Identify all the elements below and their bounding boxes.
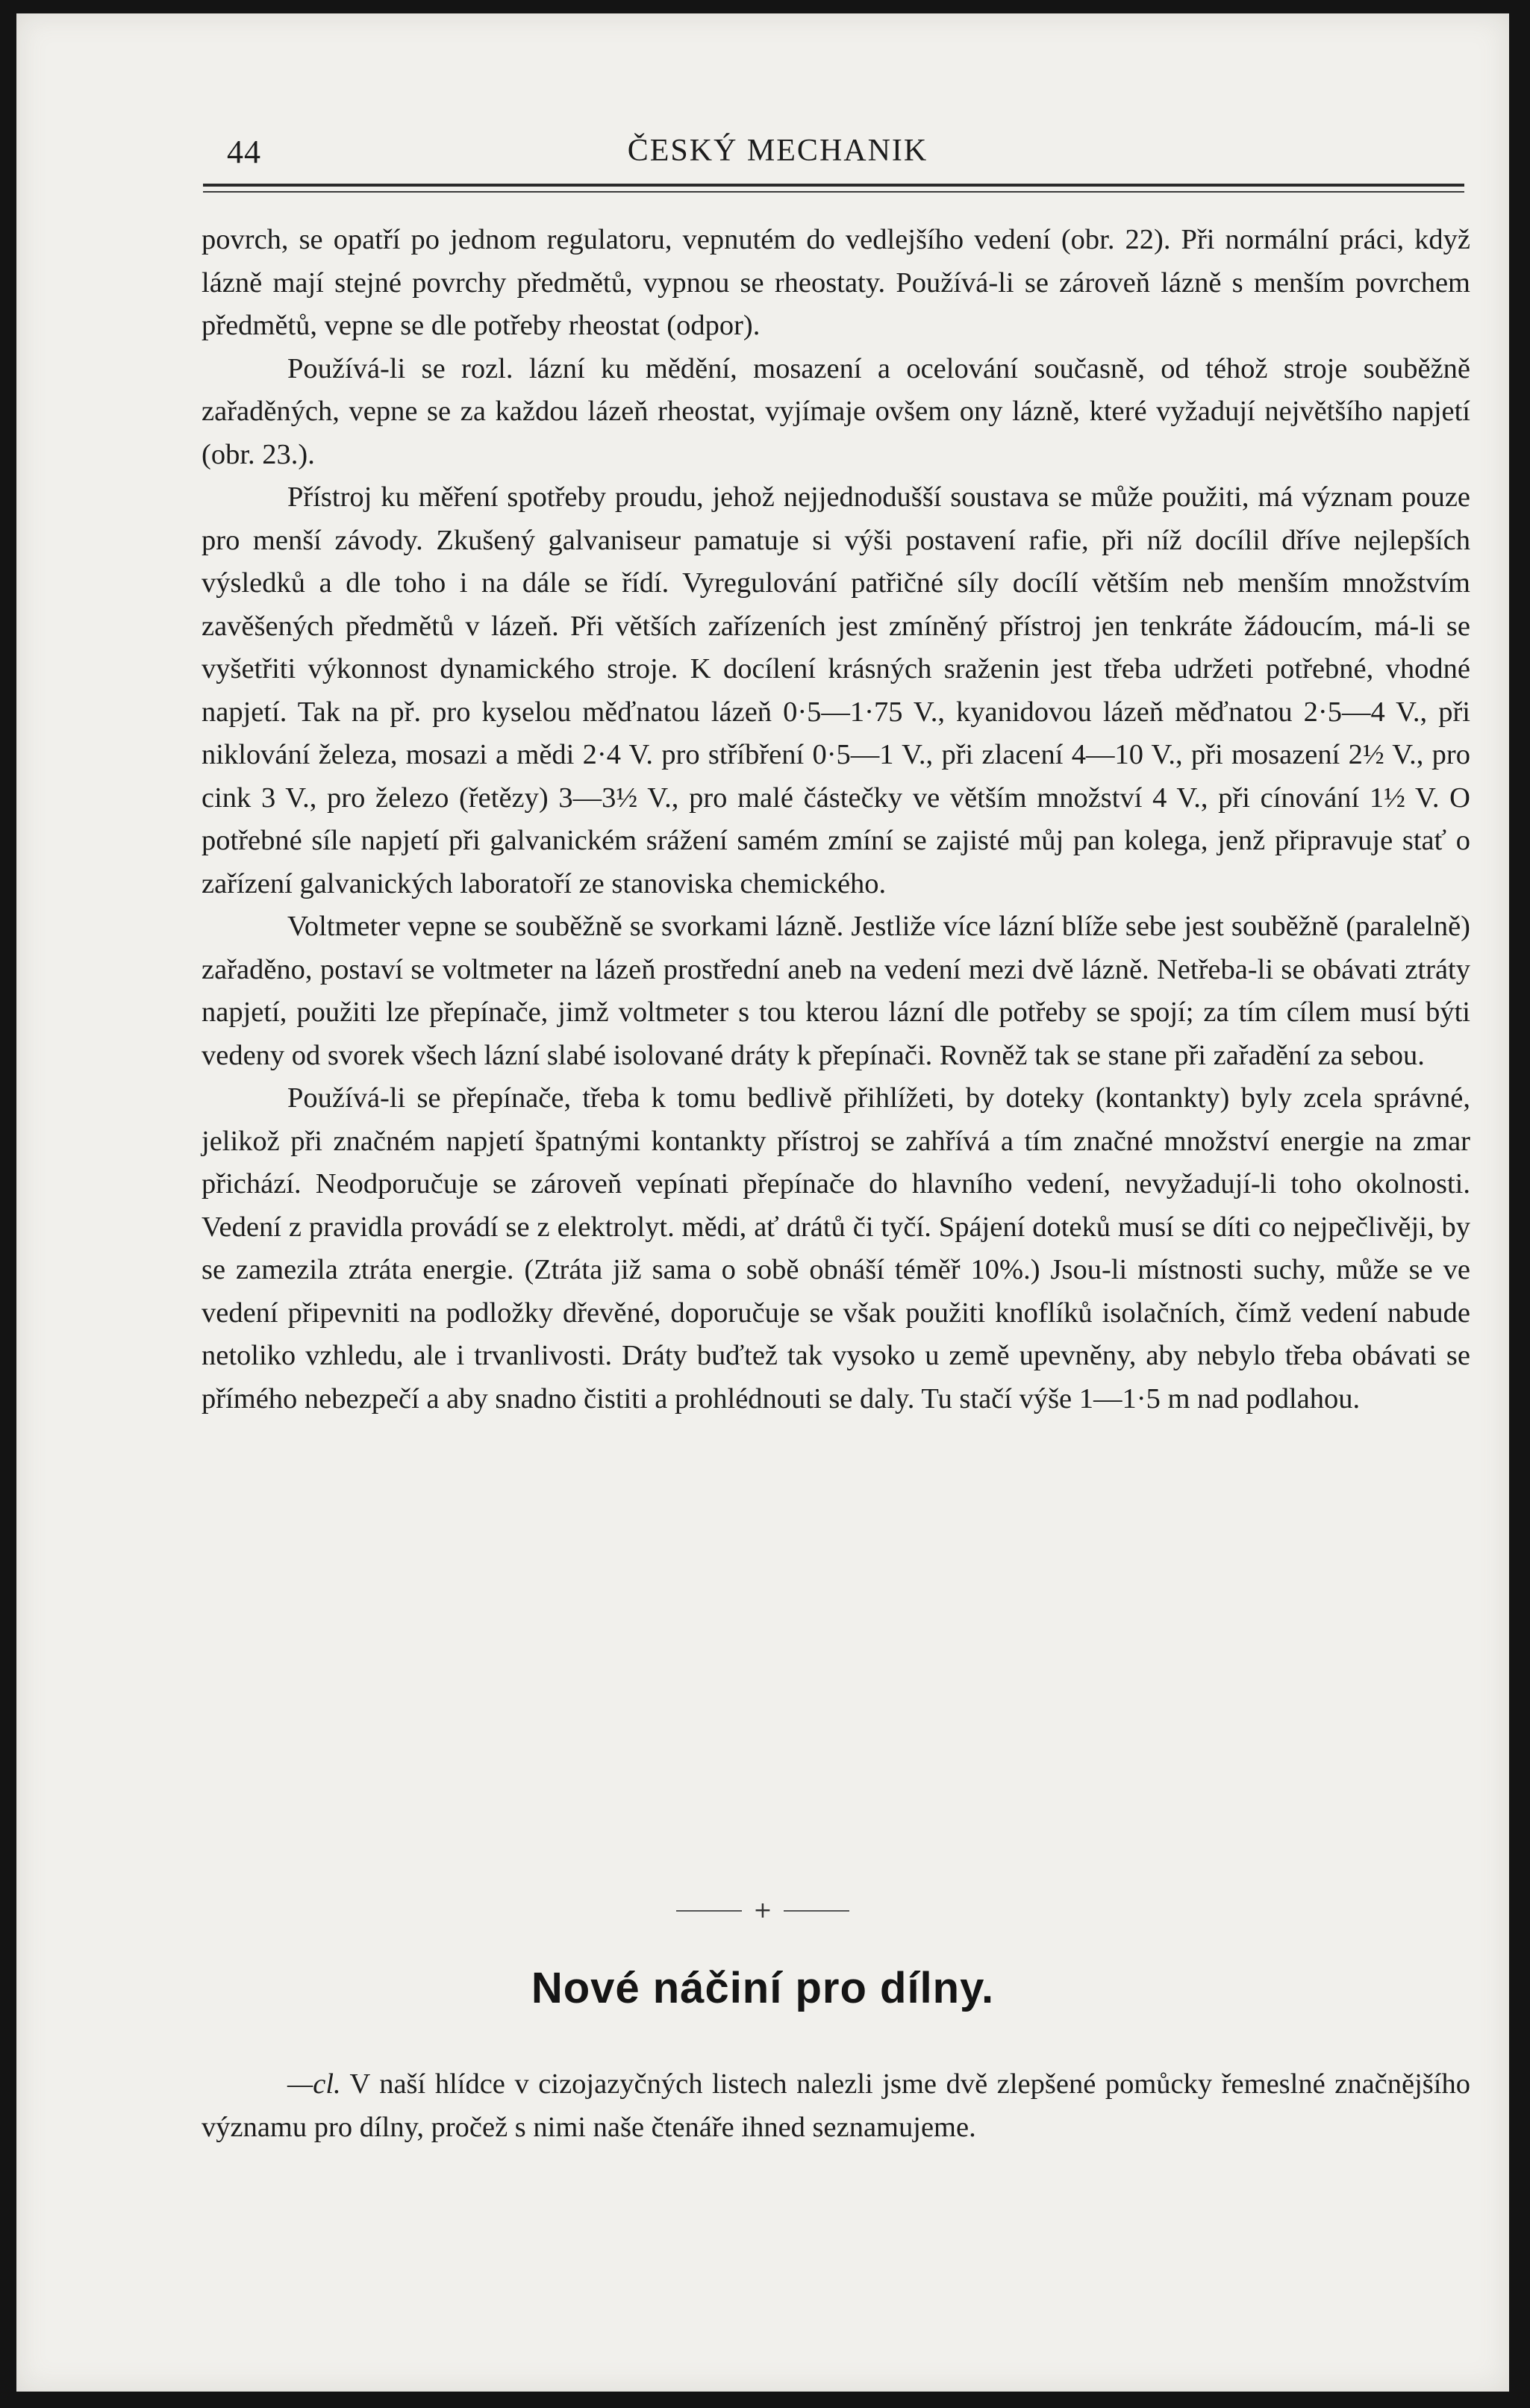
author-byline: —cl. (287, 2068, 341, 2100)
section-separator (16, 1897, 1509, 1924)
separator-line-left (676, 1910, 742, 1912)
paragraph: povrch, se opatří po jednom regulatoru, vepnutém do vedlejšího vedení (obr. 22). Při normální práci, když lázně mají stejné povrchy předmětů, vypnou se rheostaty. Používá-li se zároveň lázně s menším povrchem předmětů, vepne se dle potřeby rheostat (odpor). (202, 224, 1470, 341)
header-rule-thin (203, 191, 1464, 193)
running-title: ČESKÝ MECHANIK (627, 134, 928, 168)
section-paragraph-text: V naší hlídce v cizojazyčných listech nalezli jsme dvě zlepšené pomůcky řemeslné značnějšího významu pro dílny, pročež s nimi naše čtenáře ihned seznamujeme. (202, 2068, 1470, 2143)
paragraph: Přístroj ku měření spotřeby proudu, jehož nejjednodušší soustava se může použiti, má význam pouze pro menší závody. Zkušený galvaniseur pamatuje si výši postavení rafie, při níž docílil dříve nejlepších výsledků a dle toho i na dále se řídí. Vyregulování patřičné síly docílí větším neb menším množstvím zavěšených předmětů v lázeň. Při větších zařízeních jest zmíněný přístroj jen tenkráte žádoucím, má-li se vyšetřiti výkonnost dynamického stroje. K docílení krásných sraženin jest třeba udržeti potřebné, vhodné napjetí. Tak na př. pro kyselou měďnatou lázeň 0·5—1·75 V., kyanidovou lázeň měďnatou 2·5—4 V., při niklování železa, mosazi a mědi 2·4 V. pro stříbření 0·5—1 V., při zlacení 4—10 V., při mosazení 2½ V., pro cink 3 V., pro železo (řetězy) 3—3½ V., pro malé částečky ve větším množství 4 V., při cínování 1½ V. O potřebné síle napjetí při galvanickém srážení samém zmíní se zajisté můj pan kolega, jenž připravuje stať o zařízení galvanických laboratoří ze stanoviska chemického. (202, 481, 1470, 899)
paragraph: Používá-li se rozl. lázní ku mědění, mosazení a ocelování současně, od téhož stroje souběžně zařaděných, vepne se za každou lázeň rheostat, vyjímaje ovšem ony lázně, které vyžadují největšího napjetí (obr. 23.). (202, 352, 1470, 470)
separator-line-right (784, 1910, 849, 1912)
page (16, 13, 1509, 2392)
header-rule (203, 184, 1464, 187)
article-body (202, 219, 1470, 1420)
page-number: 44 (227, 134, 261, 170)
page-header (91, 124, 1464, 191)
section-body (202, 2063, 1470, 2149)
separator-ornament: + (753, 1897, 772, 1924)
paragraph: Voltmeter vepne se souběžně se svorkami lázně. Jestliže více lázní blíže sebe jest souběžně (paralelně) zařaděno, postaví se voltmeter na lázeň prostřední aneb na vedení mezi dvě lázně. Netřeba-li se obávati ztráty napjetí, použiti lze přepínače, jimž voltmeter s tou kterou lázní dle potřeby se spojí; za tím cílem musí býti vedeny od svorek všech lázní slabé isolované dráty k přepínači. Rovněž tak se stane při zařadění za sebou. (202, 911, 1470, 1071)
paragraph: Používá-li se přepínače, třeba k tomu bedlivě přihlížeti, by doteky (kontankty) byly zcela správné, jelikož při značném napjetí špatnými kontankty přístroj se zahřívá a tím značné množství energie na zmar přichází. Neodporučuje se zároveň vepínati přepínače do hlavního vedení, nevyžadují-li toho okolnosti. Vedení z pravidla provádí se z elektrolyt. mědi, ať drátů či tyčí. Spájení doteků musí se díti co nejpečlivěji, by se zamezila ztráta energie. (Ztráta již sama o sobě obnáší téměř 10%.) Jsou-li místnosti suchy, může se ve vedení připevniti na podložky dřevěné, doporučuje se však použiti knoflíků isolačních, čímž vedení nabude netoliko vzhledu, ale i trvanlivosti. Dráty buďtež tak vysoko u země upevněny, aby nebylo třeba obávati se přímého nebezpečí a aby snadno čistiti a prohlédnouti se daly. Tu stačí výše 1—1·5 m nad podlahou. (202, 1082, 1470, 1414)
section-paragraph (202, 2063, 1470, 2149)
section-title: Nové náčiní pro dílny. (531, 1964, 995, 2012)
